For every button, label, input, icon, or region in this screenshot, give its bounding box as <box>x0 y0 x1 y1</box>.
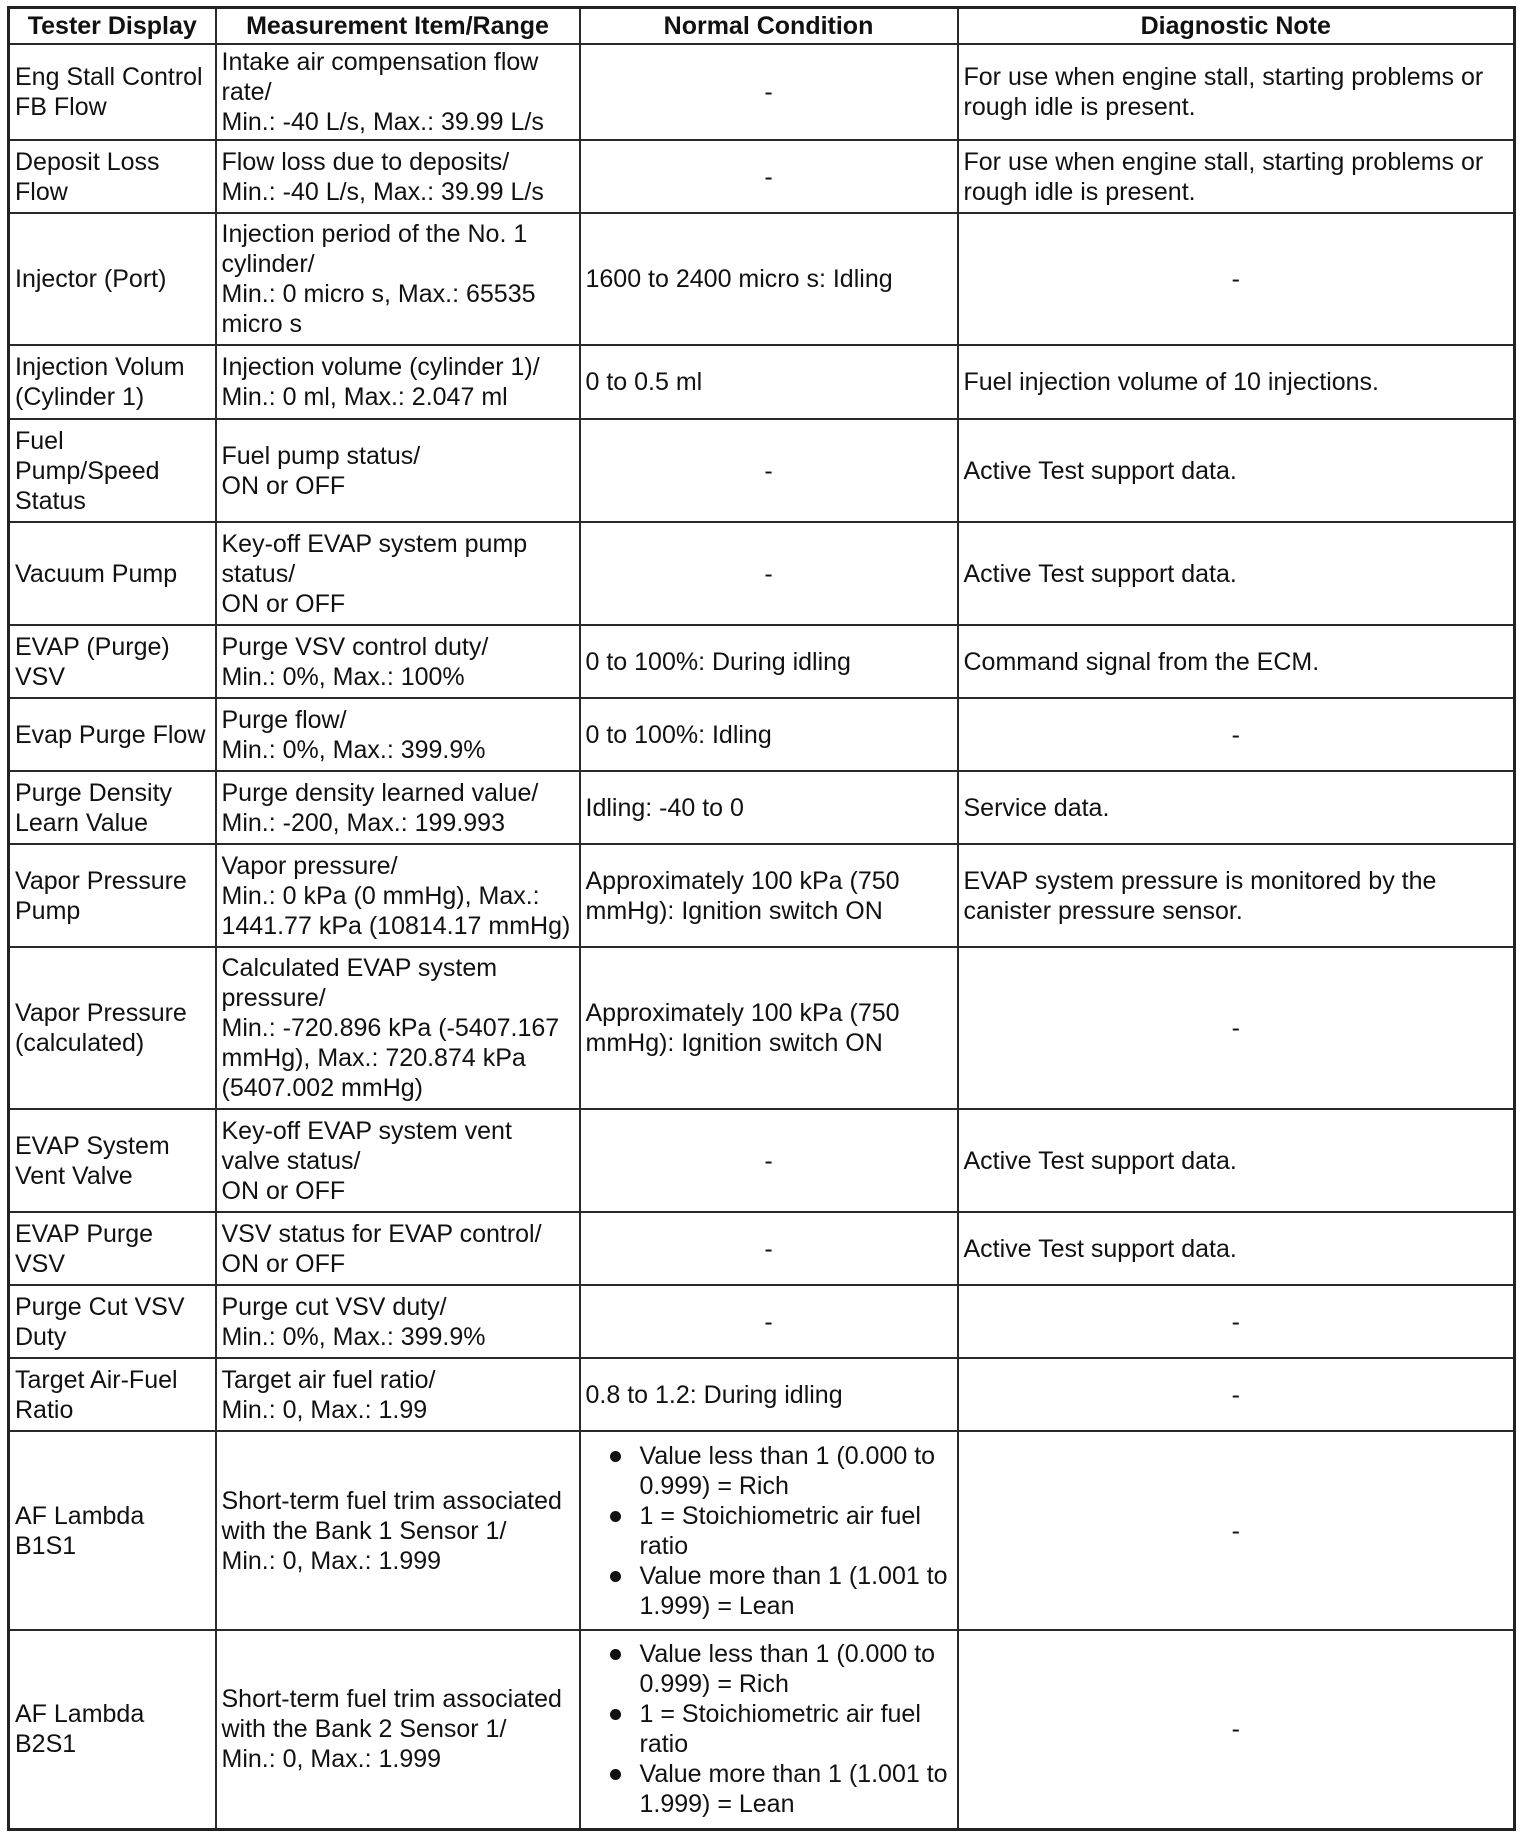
cell-tester-display: Injector (Port) <box>9 213 216 345</box>
cell-normal-condition: Approximately 100 kPa (750 mmHg): Ignition switch ON <box>580 844 958 947</box>
cell-measurement-item <box>216 140 580 213</box>
measurement-line: Min.: 0, Max.: 1.999 <box>221 1546 442 1575</box>
measurement-line: Min.: 0 micro s, Max.: 65535 micro s <box>221 280 536 338</box>
cell-normal-condition: - <box>580 419 958 522</box>
cell-diagnostic-note: Service data. <box>958 771 1515 844</box>
cell-measurement-item <box>216 1630 580 1829</box>
measurement-line: Purge VSV control duty/ <box>221 632 489 661</box>
table-row <box>9 844 1515 947</box>
measurement-line: Purge flow/ <box>221 705 347 734</box>
cell-measurement-item <box>216 844 580 947</box>
table-row <box>9 419 1515 522</box>
table-row <box>9 522 1515 625</box>
measurement-line: Purge cut VSV duty/ <box>221 1292 447 1321</box>
measurement-line: ON or OFF <box>221 589 346 618</box>
cell-diagnostic-note: For use when engine stall, starting problems or rough idle is present. <box>958 140 1515 213</box>
measurement-line: Min.: -40 L/s, Max.: 39.99 L/s <box>221 177 544 206</box>
cell-diagnostic-note: - <box>958 1285 1515 1358</box>
cell-measurement-item <box>216 213 580 345</box>
measurement-line: Min.: 0%, Max.: 399.9% <box>221 1322 486 1351</box>
cell-normal-condition: 0 to 100%: During idling <box>580 625 958 698</box>
cell-normal-condition: 0 to 100%: Idling <box>580 698 958 771</box>
cell-normal-condition: 1600 to 2400 micro s: Idling <box>580 213 958 345</box>
table-row <box>9 698 1515 771</box>
table-row <box>9 140 1515 213</box>
header-tester-display: Tester Display <box>9 8 216 45</box>
cell-normal-condition: - <box>580 140 958 213</box>
measurement-line: Min.: -720.896 kPa (-5407.167 mmHg), Max.: 720.874 kPa (5407.002 mmHg) <box>221 1014 560 1102</box>
cell-tester-display: AF Lambda B2S1 <box>9 1630 216 1829</box>
measurement-line: Short-term fuel trim associated with the Bank 1 Sensor 1/ <box>221 1486 562 1545</box>
cell-diagnostic-note: For use when engine stall, starting problems or rough idle is present. <box>958 44 1515 140</box>
measurement-line: Purge density learned value/ <box>221 778 539 807</box>
measurement-line: Target air fuel ratio/ <box>221 1365 436 1394</box>
cell-normal-condition: - <box>580 1285 958 1358</box>
cell-measurement-item <box>216 44 580 140</box>
table-row <box>9 345 1515 419</box>
cell-tester-display: Deposit Loss Flow <box>9 140 216 213</box>
table-row <box>9 1109 1515 1212</box>
cell-measurement-item <box>216 698 580 771</box>
cell-tester-display: Fuel Pump/Speed Status <box>9 419 216 522</box>
normal-condition-list <box>586 1639 952 1819</box>
cell-measurement-item <box>216 522 580 625</box>
measurement-line: Min.: 0%, Max.: 100% <box>221 662 465 691</box>
cell-diagnostic-note: Command signal from the ECM. <box>958 625 1515 698</box>
cell-tester-display: Vacuum Pump <box>9 522 216 625</box>
cell-measurement-item <box>216 1285 580 1358</box>
measurement-line: ON or OFF <box>221 1249 346 1278</box>
table-header-row <box>9 8 1515 45</box>
table-row <box>9 1431 1515 1630</box>
measurement-line: Short-term fuel trim associated with the Bank 2 Sensor 1/ <box>221 1685 562 1744</box>
cell-diagnostic-note: EVAP system pressure is monitored by the canister pressure sensor. <box>958 844 1515 947</box>
table-row <box>9 1212 1515 1285</box>
measurement-line: Min.: 0, Max.: 1.99 <box>221 1395 428 1424</box>
cell-diagnostic-note: - <box>958 1431 1515 1630</box>
cell-measurement-item <box>216 1358 580 1431</box>
cell-tester-display: Vapor Pressure (calculated) <box>9 947 216 1109</box>
table-row <box>9 947 1515 1109</box>
measurement-line: Calculated EVAP system pressure/ <box>221 954 498 1012</box>
measurement-line: Min.: -200, Max.: 199.993 <box>221 808 505 837</box>
cell-measurement-item <box>216 625 580 698</box>
table-row <box>9 625 1515 698</box>
cell-diagnostic-note: - <box>958 1630 1515 1829</box>
measurement-line: Vapor pressure/ <box>221 851 398 880</box>
measurement-line: Injection volume (cylinder 1)/ <box>221 353 540 381</box>
cell-tester-display: Purge Cut VSV Duty <box>9 1285 216 1358</box>
measurement-line: Intake air compensation flow rate/ <box>221 48 539 106</box>
cell-normal-condition <box>580 1431 958 1630</box>
cell-diagnostic-note: - <box>958 698 1515 771</box>
cell-normal-condition: 0.8 to 1.2: During idling <box>580 1358 958 1431</box>
measurement-line: Min.: 0 ml, Max.: 2.047 ml <box>221 383 508 411</box>
header-normal-condition: Normal Condition <box>580 8 958 45</box>
cell-measurement-item <box>216 1431 580 1630</box>
cell-measurement-item <box>216 771 580 844</box>
table-row <box>9 44 1515 140</box>
list-item: Value more than 1 (1.001 to 1.999) = Lean <box>586 1759 952 1819</box>
cell-tester-display: Target Air-Fuel Ratio <box>9 1358 216 1431</box>
measurement-line: Key-off EVAP system pump status/ <box>221 529 528 588</box>
cell-tester-display: Vapor Pressure Pump <box>9 844 216 947</box>
cell-tester-display: Purge Density Learn Value <box>9 771 216 844</box>
cell-diagnostic-note: Active Test support data. <box>958 419 1515 522</box>
cell-normal-condition: - <box>580 522 958 625</box>
list-item: Value less than 1 (0.000 to 0.999) = Rich <box>586 1441 952 1501</box>
cell-measurement-item <box>216 419 580 522</box>
table-row <box>9 213 1515 345</box>
list-item: 1 = Stoichiometric air fuel ratio <box>586 1501 952 1561</box>
measurement-line: VSV status for EVAP control/ <box>221 1219 542 1248</box>
cell-tester-display: AF Lambda B1S1 <box>9 1431 216 1630</box>
data-list-table <box>7 6 1516 1831</box>
cell-tester-display: EVAP System Vent Valve <box>9 1109 216 1212</box>
measurement-line: ON or OFF <box>221 1176 346 1205</box>
cell-normal-condition: Approximately 100 kPa (750 mmHg): Ignition switch ON <box>580 947 958 1109</box>
cell-tester-display: EVAP Purge VSV <box>9 1212 216 1285</box>
cell-normal-condition: - <box>580 44 958 140</box>
cell-normal-condition <box>580 1630 958 1829</box>
measurement-line: ON or OFF <box>221 471 346 500</box>
cell-diagnostic-note: - <box>958 213 1515 345</box>
cell-normal-condition: - <box>580 1212 958 1285</box>
measurement-line: Injection period of the No. 1 cylinder/ <box>221 220 528 278</box>
measurement-line: Min.: 0, Max.: 1.999 <box>221 1745 442 1774</box>
list-item: Value less than 1 (0.000 to 0.999) = Rich <box>586 1639 952 1699</box>
cell-tester-display: Evap Purge Flow <box>9 698 216 771</box>
measurement-line: Flow loss due to deposits/ <box>221 147 510 176</box>
cell-tester-display: Injection Volum (Cylinder 1) <box>9 345 216 419</box>
table-row <box>9 1285 1515 1358</box>
cell-diagnostic-note: Fuel injection volume of 10 injections. <box>958 345 1515 419</box>
cell-diagnostic-note: - <box>958 947 1515 1109</box>
cell-tester-display: Eng Stall Control FB Flow <box>9 44 216 140</box>
measurement-line: Min.: 0%, Max.: 399.9% <box>221 735 486 764</box>
cell-diagnostic-note: Active Test support data. <box>958 1109 1515 1212</box>
cell-tester-display: EVAP (Purge) VSV <box>9 625 216 698</box>
cell-diagnostic-note: Active Test support data. <box>958 1212 1515 1285</box>
measurement-line: Min.: -40 L/s, Max.: 39.99 L/s <box>221 108 544 136</box>
table-row <box>9 1630 1515 1829</box>
cell-normal-condition: - <box>580 1109 958 1212</box>
measurement-line: Key-off EVAP system vent valve status/ <box>221 1116 512 1175</box>
list-item: Value more than 1 (1.001 to 1.999) = Lean <box>586 1561 952 1621</box>
header-diagnostic-note: Diagnostic Note <box>958 8 1515 45</box>
cell-diagnostic-note: Active Test support data. <box>958 522 1515 625</box>
header-measurement-item: Measurement Item/Range <box>216 8 580 45</box>
list-item: 1 = Stoichiometric air fuel ratio <box>586 1699 952 1759</box>
cell-measurement-item <box>216 345 580 419</box>
table-row <box>9 1358 1515 1431</box>
cell-measurement-item <box>216 1212 580 1285</box>
cell-diagnostic-note: - <box>958 1358 1515 1431</box>
table-row <box>9 771 1515 844</box>
normal-condition-list <box>586 1441 952 1621</box>
cell-measurement-item <box>216 1109 580 1212</box>
measurement-line: Fuel pump status/ <box>221 441 421 470</box>
cell-measurement-item <box>216 947 580 1109</box>
measurement-line: Min.: 0 kPa (0 mmHg), Max.: 1441.77 kPa (10814.17 mmHg) <box>221 881 571 940</box>
cell-normal-condition: 0 to 0.5 ml <box>580 345 958 419</box>
cell-normal-condition: Idling: -40 to 0 <box>580 771 958 844</box>
